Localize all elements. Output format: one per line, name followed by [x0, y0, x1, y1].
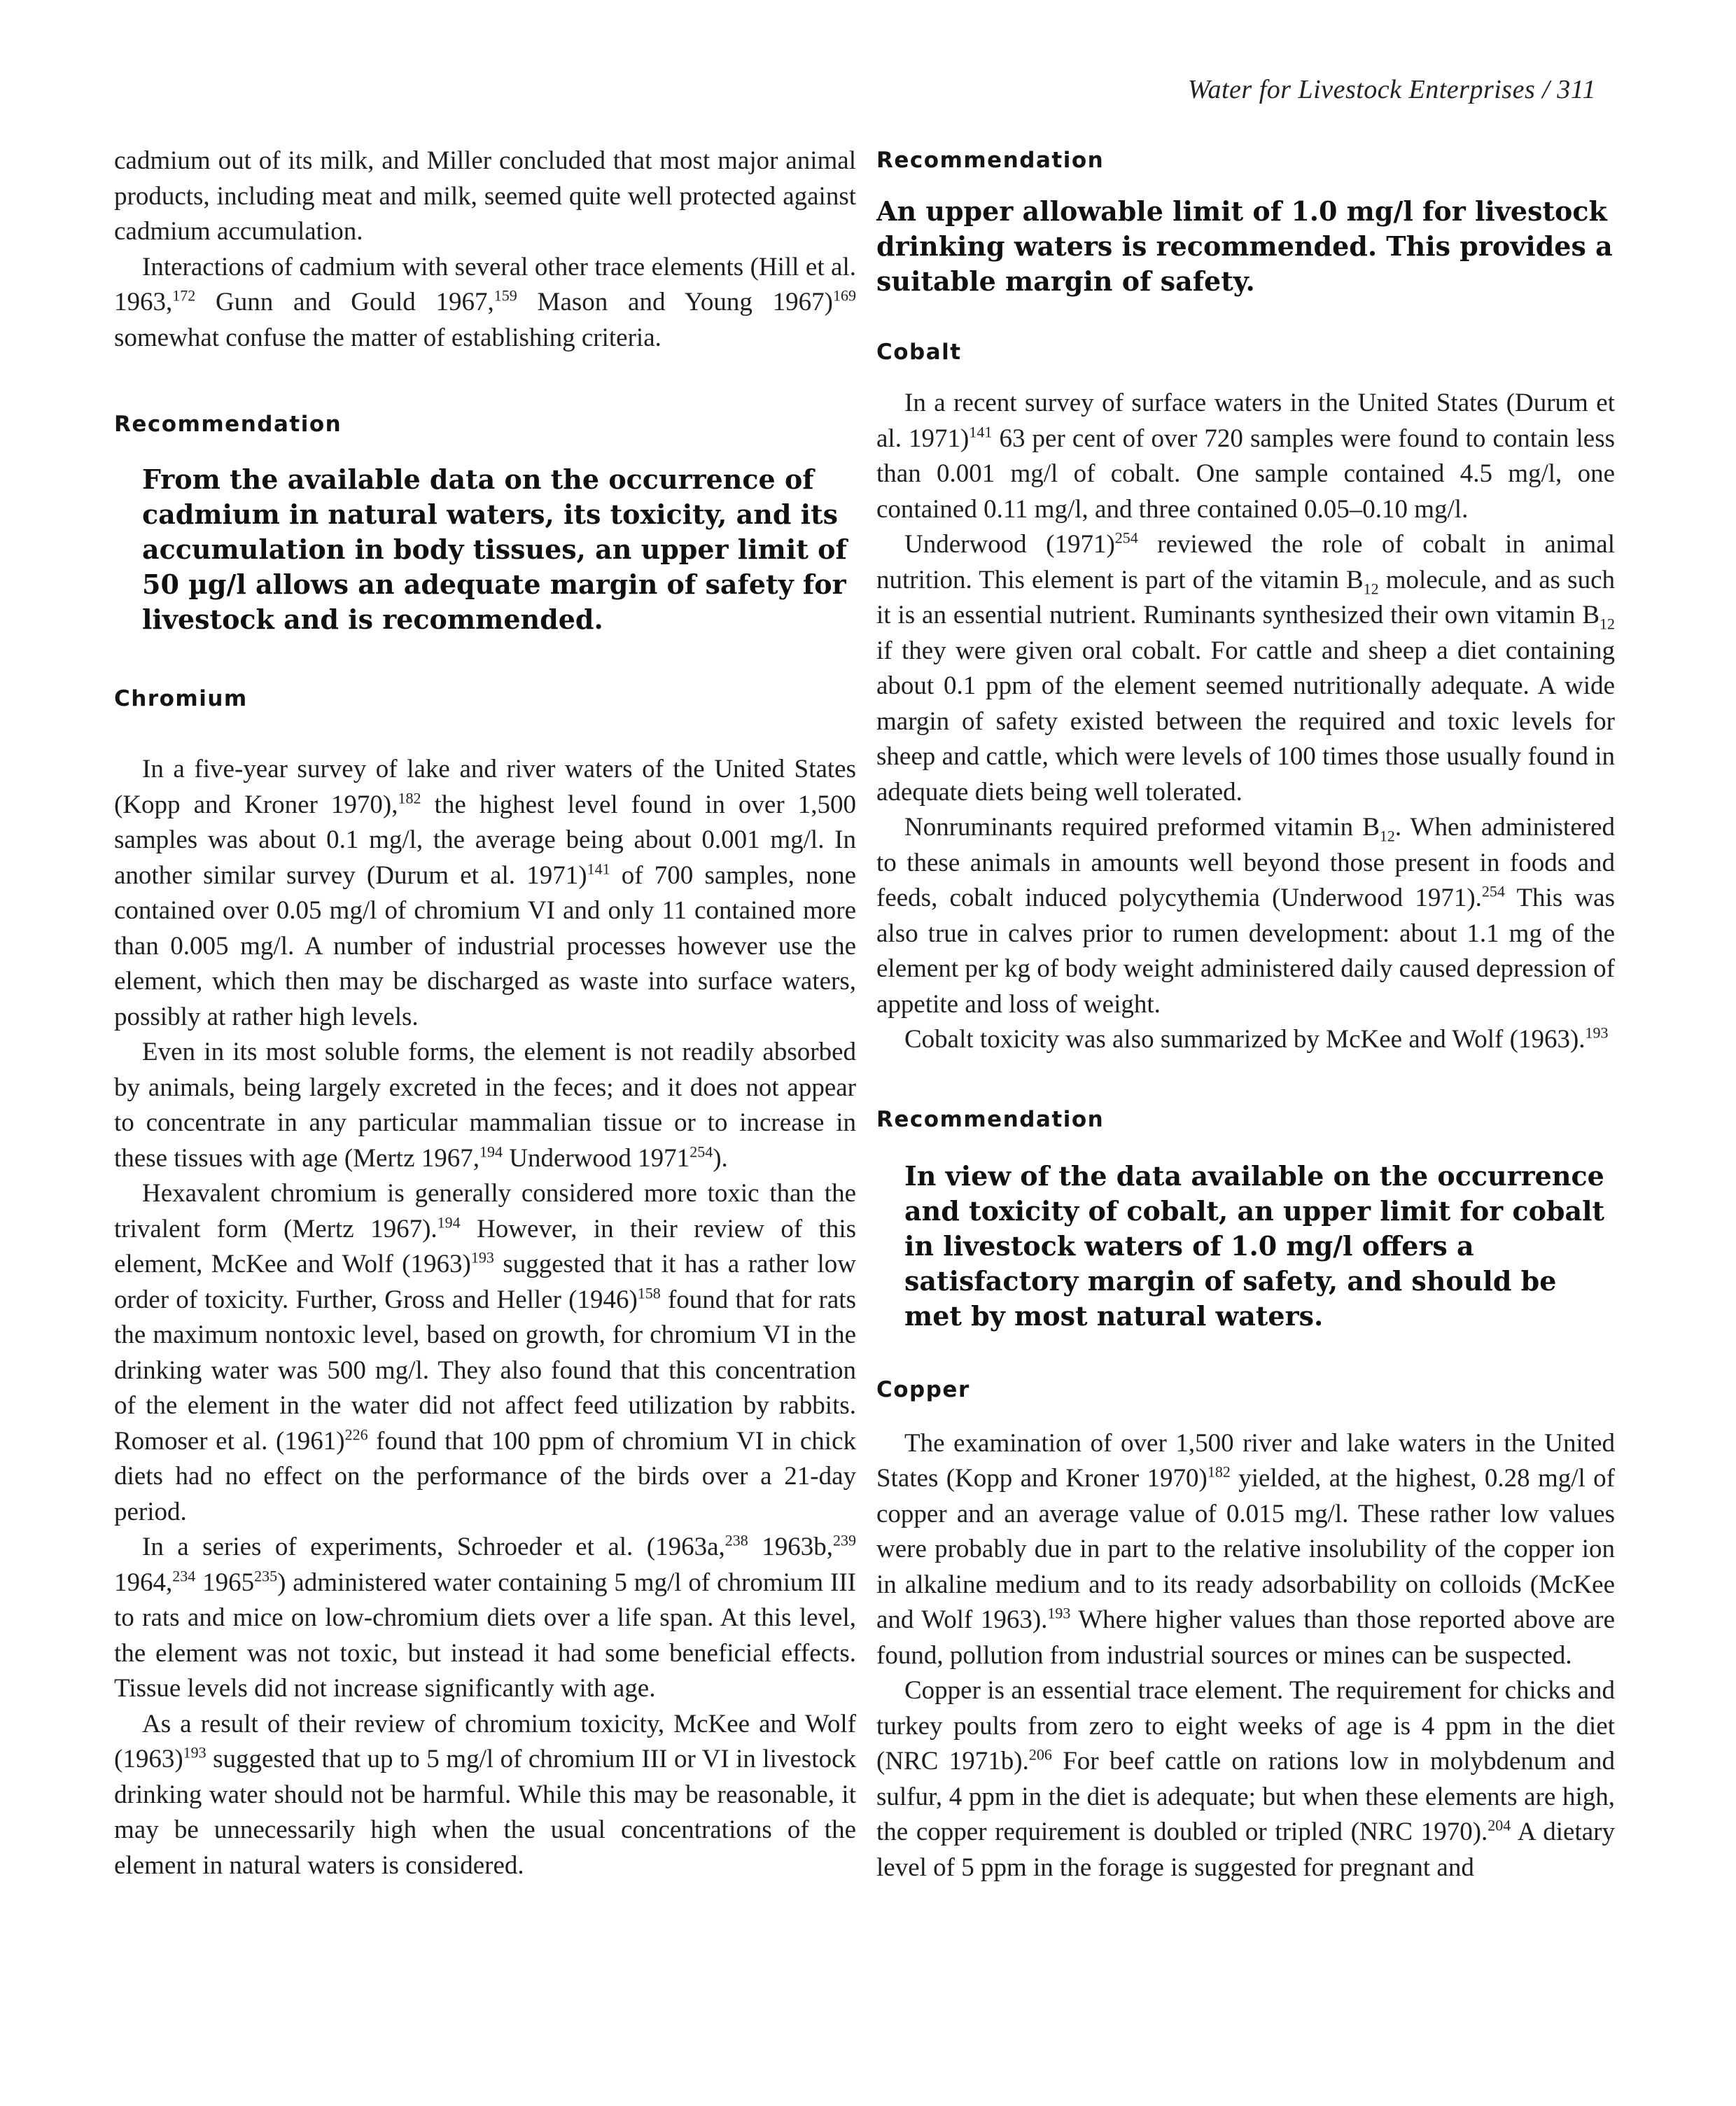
- section-heading-recommendation: Recommendation: [876, 148, 1105, 173]
- section-heading-cobalt: Cobalt: [876, 340, 962, 365]
- section-heading-chromium: Chromium: [114, 686, 248, 711]
- section-heading-recommendation: Recommendation: [876, 1106, 1105, 1132]
- paragraph: cadmium out of its milk, and Miller concluded that most major animal products, including meat and milk, seemed quite well protected against cadmium accumulation.: [114, 146, 856, 246]
- recommendation-text: From the available data on the occurrence of cadmium in natural waters, its toxicity, and its accumulation in body tissues, an upper limit of 50 µg/l allows an adequate margin of safety for livestock and is recommended.: [142, 463, 847, 635]
- paragraph: Even in its most soluble forms, the element is not readily absorbed by animals, being largely excreted in the feces; and it does not appear to concentrate in any particular mammalian tissue or to increase in these tissues with age (Mertz 1967,$^{194}$ Underwood 1971$^{254}$).: [114, 1038, 856, 1173]
- section-heading-recommendation: Recommendation: [114, 412, 342, 437]
- right-column: [876, 144, 1615, 1885]
- paragraph: In a five-year survey of lake and river waters of the United States (Kopp and Kroner 1970),$^{182}$ the highest level found in over 1,500 samples was about 0.1 mg/l, the average being about 0.001 mg/l. In another similar survey (Durum et al. 1971)$^{141}$ of 700 samples, none contained over 0.05 mg/l of chromium VI and only 11 contained more than 0.005 mg/l. A number of industrial processes however use the element, which then may be discharged as waste into surface waters, possibly at rather high levels.: [114, 755, 857, 1031]
- paragraph: Cobalt toxicity was also summarized by McKee and Wolf (1963).$^{193}$: [904, 1024, 1609, 1054]
- paragraph: Nonruminants required preformed vitamin $B_{12}$. When administered to these animals in amounts well beyond those present in foods and feeds, cobalt induced polycythemia (Underwood 1971).$^{254}$ This was also true in calves prior to rumen development: about 1.1 mg of the element per kg of body weight administered daily caused depression of appetite and loss of weight.: [876, 813, 1615, 1019]
- section-heading-copper: Copper: [876, 1376, 970, 1402]
- paragraph: Hexavalent chromium is generally considered more toxic than the trivalent form (Mertz 1967).$^{194}$ However, in their review of this element, McKee and Wolf $(1963)^{193}$ suggested that it has a rather low order of toxicity. Further, Gross and Heller $(1946)^{158}$ found that for rats the maximum nontoxic level, based on growth, for chromium VI in the drinking water was 500 mg/l. They also found that this concentration of the element in the water did not affect feed utilization by rabbits. Romoser et al. $(1961)^{226}$ found that 100 ppm of chromium VI in chick diets had no effect on the performance of the birds over a 21-day period.: [114, 1179, 857, 1526]
- paragraph: In a series of experiments, Schroeder et al. (1963a,$^{238}$ 1963b,$^{239}$ 1964,$^{234}$ 1965$^{235}$) administered water containing 5 mg/l of chromium III to rats and mice on low-chromium diets over a life span. At this level, the element was not toxic, but instead it had some beneficial effects. Tissue levels did not increase significantly with age.: [114, 1531, 856, 1703]
- paragraph: Copper is an essential trace element. The requirement for chicks and turkey poults from zero to eight weeks of age is 4 ppm in the diet (NRC 1971b).$^{206}$ For beef cattle on rations low in molybdenum and sulfur, 4 ppm in the diet is adequate; but when these elements are high, the copper requirement is doubled or tripled (NRC 1970).$^{204}$ A dietary level of 5 ppm in the forage is suggested for pregnant and: [876, 1676, 1615, 1882]
- paragraph: Interactions of cadmium with several other trace elements (Hill et al. 1963,$^{172}$ Gunn and Gould 1967,$^{159}$ Mason and Young 1967)$^{169}$ somewhat confuse the matter of establishing criteria.: [114, 252, 856, 352]
- recommendation-text: An upper allowable limit of 1.0 mg/l for livestock drinking waters is recommended. This provides a suitable margin of safety.: [876, 195, 1613, 297]
- paragraph: Underwood $(1971)^{254}$ reviewed the role of cobalt in animal nutrition. This element is part of the vitamin $B_{12}$ molecule, and as such it is an essential nutrient. Ruminants synthesized their own vitamin $B_{12}$ if they were given oral cobalt. For cattle and sheep a diet containing about 0.1 ppm of the element seemed nutritionally adequate. A wide margin of safety existed between the required and toxic levels for sheep and cattle, which were levels of 100 times those usually found in adequate diets being well tolerated.: [876, 529, 1615, 807]
- recommendation-text: In view of the data available on the occurrence and toxicity of cobalt, an upper limit for cobalt in livestock waters of 1.0 mg/l offers a satisfactory margin of safety, and should be met by most natural waters.: [904, 1159, 1605, 1332]
- left-column: [114, 144, 856, 1883]
- paragraph: As a result of their review of chromium toxicity, McKee and Wolf $(1963)^{193}$ suggested that up to 5 mg/l of chromium III or VI in livestock drinking water should not be harmful. While this may be reasonable, it may be unnecessarily high when the usual concentrations of the element in natural waters is considered.: [114, 1709, 856, 1880]
- paragraph: In a recent survey of surface waters in the United States (Durum et al. 1971)$^{141}$ 63 per cent of over 720 samples were found to contain less than 0.001 mg/l of cobalt. One sample contained 4.5 mg/l, one contained 0.11 mg/l, and three contained 0.05–0.10 mg/l.: [876, 389, 1615, 524]
- running-head: Water for Livestock Enterprises / 311: [1187, 75, 1596, 104]
- paragraph: The examination of over 1,500 river and lake waters in the United States (Kopp and Kroner 1970)$^{182}$ yielded, at the highest, 0.28 mg/l of copper and an average value of 0.015 mg/l. These rather low values were probably due in part to the relative insolubility of the copper ion in alkaline medium and to its ready adsorbability on colloids (McKee and Wolf 1963).$^{193}$ Where higher values than those reported above are found, pollution from industrial sources or mines can be suspected.: [876, 1428, 1615, 1670]
